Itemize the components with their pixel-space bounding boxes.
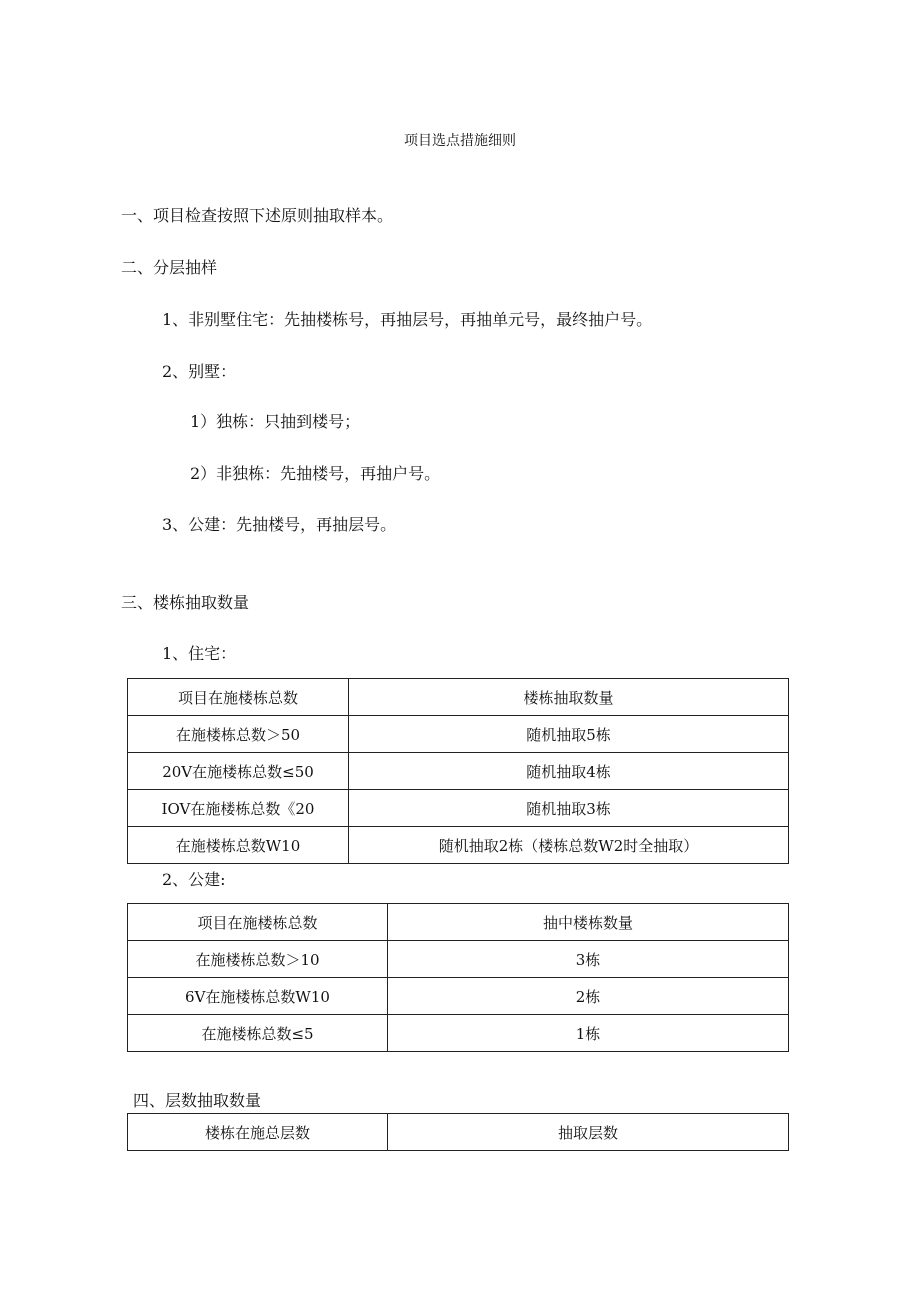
section-2-item-3: 3、公建：先抽楼号，再抽层号。 bbox=[162, 515, 397, 534]
table-cell: 3栋 bbox=[388, 941, 789, 978]
table-cell: 1栋 bbox=[388, 1015, 789, 1052]
section-2-item-2: 2、别墅： bbox=[162, 362, 237, 381]
table-header-row bbox=[128, 904, 789, 941]
table-cell: 在施楼栋总数＞10 bbox=[128, 941, 388, 978]
section-3-heading: 三、楼栋抽取数量 bbox=[121, 593, 250, 612]
table-header-cell: 项目在施楼栋总数 bbox=[128, 904, 388, 941]
table-row bbox=[128, 753, 789, 790]
table-header-row bbox=[128, 679, 789, 716]
table-header-cell: 抽中楼栋数量 bbox=[388, 904, 789, 941]
section-2-item-1: 1、非别墅住宅：先抽楼栋号，再抽层号，再抽单元号，最终抽户号。 bbox=[162, 310, 653, 329]
table-row bbox=[128, 716, 789, 753]
table-cell: 20V在施楼栋总数≤50 bbox=[128, 753, 349, 790]
public-building-table bbox=[127, 903, 789, 1052]
table-row bbox=[128, 941, 789, 978]
section-1-heading: 一、项目检查按照下述原则抽取样本。 bbox=[121, 206, 394, 225]
table-cell: 2栋 bbox=[388, 978, 789, 1015]
table-cell: IOV在施楼栋总数《20 bbox=[128, 790, 349, 827]
document-title: 项目选点措施细则 bbox=[404, 133, 516, 149]
table-cell: 在施楼栋总数＞50 bbox=[128, 716, 349, 753]
table-row bbox=[128, 978, 789, 1015]
section-4-heading: 四、层数抽取数量 bbox=[133, 1091, 262, 1110]
floor-count-table bbox=[127, 1113, 789, 1151]
table-cell: 随机抽取3栋 bbox=[349, 790, 789, 827]
table-row bbox=[128, 1015, 789, 1052]
section-2-item-2-sub-2: 2）非独栋：先抽楼号，再抽户号。 bbox=[190, 464, 441, 483]
section-3-item-2: 2、公建: bbox=[162, 870, 226, 889]
table-header-cell: 项目在施楼栋总数 bbox=[128, 679, 349, 716]
table-header-cell: 楼栋在施总层数 bbox=[128, 1114, 388, 1151]
section-3-item-1: 1、住宅： bbox=[162, 644, 237, 663]
table-header-row bbox=[128, 1114, 789, 1151]
residential-building-table bbox=[127, 678, 789, 864]
table-cell: 6V在施楼栋总数W10 bbox=[128, 978, 388, 1015]
section-2-item-2-sub-1: 1）独栋：只抽到楼号； bbox=[190, 412, 361, 431]
table-cell: 随机抽取4栋 bbox=[349, 753, 789, 790]
table-cell: 随机抽取2栋（楼栋总数W2时全抽取） bbox=[349, 827, 789, 864]
section-2-heading: 二、分层抽样 bbox=[121, 258, 218, 277]
table-row bbox=[128, 827, 789, 864]
table-header-cell: 抽取层数 bbox=[388, 1114, 789, 1151]
table-row bbox=[128, 790, 789, 827]
table-header-cell: 楼栋抽取数量 bbox=[349, 679, 789, 716]
table-cell: 在施楼栋总数≤5 bbox=[128, 1015, 388, 1052]
table-cell: 在施楼栋总数W10 bbox=[128, 827, 349, 864]
table-cell: 随机抽取5栋 bbox=[349, 716, 789, 753]
